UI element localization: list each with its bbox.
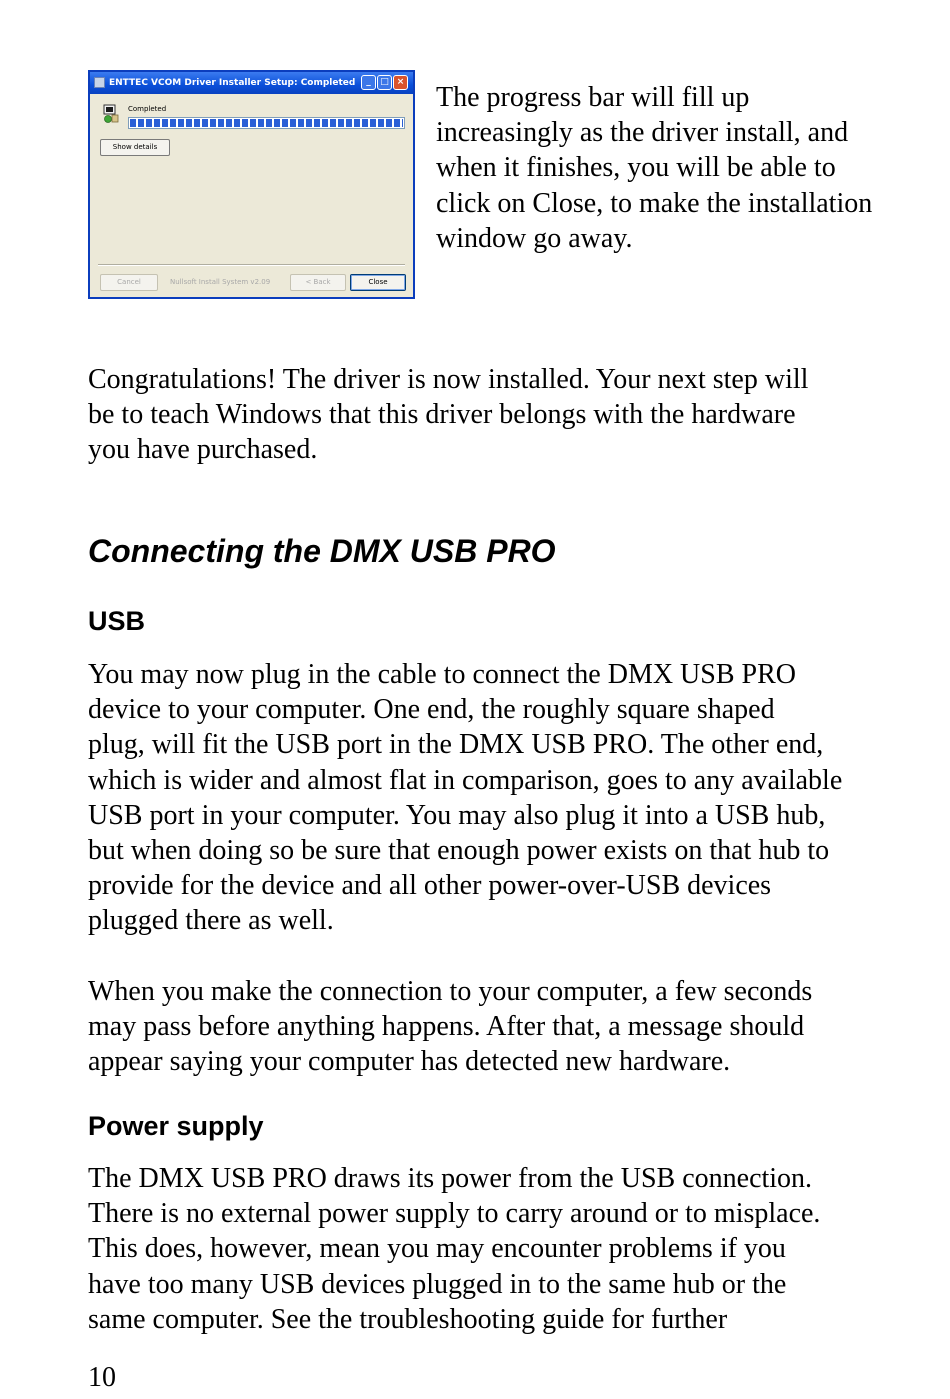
usb-paragraph-1: You may now plug in the cable to connect the DMX USB PRO device to your computer. One end, the roughly square shaped plug, will fit the USB port in the DMX USB PRO. The other end, which is wider and almost flat in comparison, goes to any available USB port in your computer. You may also plug it into a USB hub, but when doing so be sure that enough power exists on that hub to provide for the device and all other power-over-USB devices plugged there as well. <box>88 659 843 937</box>
close-button[interactable]: Close <box>350 274 406 291</box>
usb-heading: USB <box>88 606 146 636</box>
installer-divider <box>98 264 405 266</box>
page-number: 10 <box>88 1362 116 1393</box>
installer-app-icon <box>94 77 105 88</box>
install-status-text: Completed <box>128 105 167 113</box>
nullsoft-branding: Nullsoft Install System v2.09 <box>170 278 271 286</box>
install-progress-fill <box>130 119 403 127</box>
maximize-button[interactable]: □ <box>377 75 392 90</box>
installer-package-icon <box>102 104 120 124</box>
congratulations-paragraph: Congratulations! The driver is now installed. Your next step will be to teach Windows that this driver belongs with the hardware you have purchased. <box>88 364 809 466</box>
installer-title: ENTTEC VCOM Driver Installer Setup: Completed <box>109 78 356 88</box>
installer-window-screenshot <box>88 70 415 299</box>
install-progress-bar <box>128 117 405 129</box>
show-details-button[interactable]: Show details <box>100 139 170 156</box>
power-supply-heading: Power supply <box>88 1111 264 1141</box>
back-button[interactable]: < Back <box>290 274 346 291</box>
section-title: Connecting the DMX USB PRO <box>88 533 556 569</box>
usb-paragraph-2: When you make the connection to your computer, a few seconds may pass before anything happens. After that, a message should appear saying your computer has detected new hardware. <box>88 976 813 1078</box>
installer-titlebar <box>90 72 413 94</box>
power-supply-paragraph: The DMX USB PRO draws its power from the USB connection. There is no external power supply to carry around or to misplace. This does, however, mean you may encounter problems if you have too many USB devices plugged in to the same hub or the same computer. See the troubleshooting guide for further <box>88 1163 821 1335</box>
intro-paragraph: The progress bar will fill up increasingly as the driver install, and when it finishes, you will be able to click on Close, to make the installation window go away. <box>436 82 873 254</box>
close-window-button[interactable]: × <box>393 75 408 90</box>
cancel-button[interactable]: Cancel <box>100 274 158 291</box>
minimize-button[interactable]: _ <box>361 75 376 90</box>
